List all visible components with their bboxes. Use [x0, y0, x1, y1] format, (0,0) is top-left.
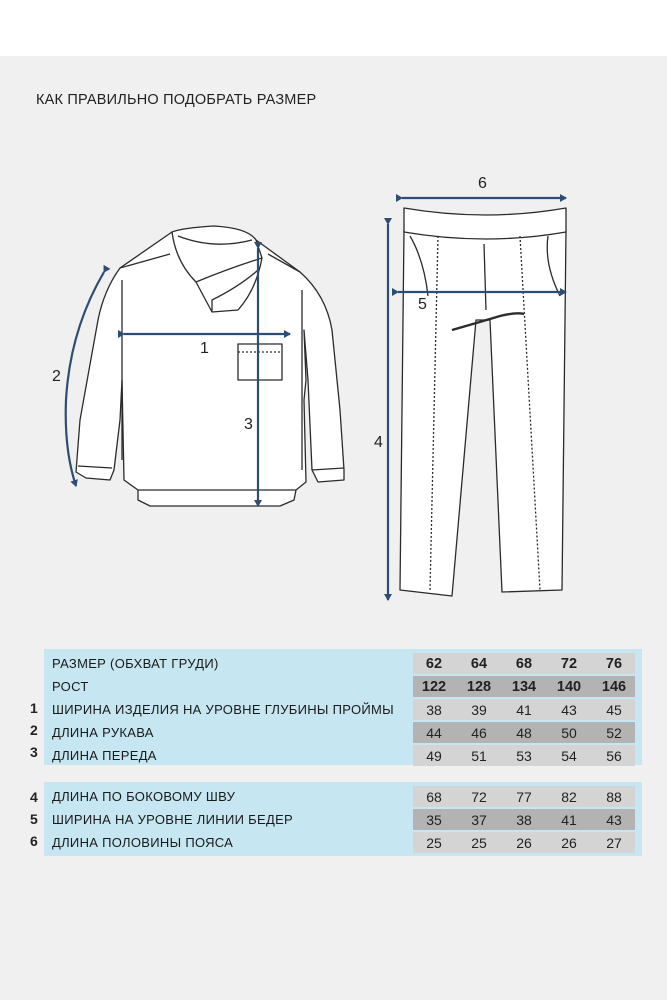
table-cell: 38 — [426, 702, 442, 718]
row-number: 4 — [30, 789, 38, 805]
table-cell: 50 — [561, 725, 577, 741]
row-values — [413, 676, 635, 697]
table-cell: 25 — [426, 835, 442, 851]
row-label: ДЛИНА РУКАВА — [52, 725, 154, 740]
table-row — [44, 676, 642, 697]
table-cell: 82 — [561, 789, 577, 805]
table-cell: 27 — [606, 835, 622, 851]
size-table-top — [44, 649, 642, 765]
table-cell: 128 — [466, 679, 492, 695]
row-number: 1 — [30, 700, 38, 716]
table-cell: 48 — [516, 725, 532, 741]
row-number: 3 — [30, 744, 38, 760]
table-cell: 45 — [606, 702, 622, 718]
table-cell: 88 — [606, 789, 622, 805]
measure-label-3: 3 — [244, 416, 253, 433]
measure-label-6: 6 — [478, 175, 487, 192]
table-cell: 38 — [516, 812, 532, 828]
table-cell: 35 — [426, 812, 442, 828]
table-row — [44, 786, 642, 807]
table-row — [44, 809, 642, 830]
row-values — [413, 699, 635, 720]
table-cell: 77 — [516, 789, 532, 805]
table-row — [44, 699, 642, 720]
table-cell: 72 — [560, 656, 578, 672]
row-number: 2 — [30, 722, 38, 738]
table-cell: 122 — [421, 679, 447, 695]
row-values — [413, 745, 635, 766]
page-title: КАК ПРАВИЛЬНО ПОДОБРАТЬ РАЗМЕР — [36, 92, 317, 108]
measure-label-5: 5 — [418, 296, 427, 313]
row-number: 6 — [30, 833, 38, 849]
table-cell: 72 — [471, 789, 487, 805]
table-cell: 49 — [426, 748, 442, 764]
row-values — [413, 786, 635, 807]
row-label: ШИРИНА НА УРОВНЕ ЛИНИИ БЕДЕР — [52, 812, 294, 827]
table-cell: 44 — [426, 725, 442, 741]
pants-drawing — [400, 208, 566, 596]
table-cell: 51 — [471, 748, 487, 764]
table-cell: 140 — [556, 679, 582, 695]
table-row — [44, 653, 642, 674]
table-cell: 62 — [425, 656, 443, 672]
table-row — [44, 745, 642, 766]
row-number: 5 — [30, 811, 38, 827]
table-cell: 26 — [516, 835, 532, 851]
table-cell: 26 — [561, 835, 577, 851]
row-label: РОСТ — [52, 679, 89, 694]
row-values — [413, 653, 635, 674]
table-cell: 43 — [606, 812, 622, 828]
table-cell: 43 — [561, 702, 577, 718]
table-cell: 134 — [511, 679, 537, 695]
row-label: ШИРИНА ИЗДЕЛИЯ НА УРОВНЕ ГЛУБИНЫ ПРОЙМЫ — [52, 702, 394, 717]
table-cell: 25 — [471, 835, 487, 851]
row-values — [413, 722, 635, 743]
row-values — [413, 832, 635, 853]
table-cell: 64 — [470, 656, 488, 672]
table-row — [44, 722, 642, 743]
table-cell: 52 — [606, 725, 622, 741]
measure-label-1: 1 — [200, 340, 209, 357]
table-cell: 37 — [471, 812, 487, 828]
table-cell: 68 — [515, 656, 533, 672]
table-cell: 46 — [471, 725, 487, 741]
table-cell: 39 — [471, 702, 487, 718]
row-label: ДЛИНА ПОЛОВИНЫ ПОЯСА — [52, 835, 234, 850]
table-cell: 56 — [606, 748, 622, 764]
table-cell: 54 — [561, 748, 577, 764]
row-label: РАЗМЕР (ОБХВАТ ГРУДИ) — [52, 656, 219, 671]
table-cell: 68 — [426, 789, 442, 805]
row-label: ДЛИНА ПО БОКОВОМУ ШВУ — [52, 789, 236, 804]
table-row — [44, 832, 642, 853]
row-values — [413, 809, 635, 830]
sweater-drawing — [76, 226, 344, 506]
measure-label-2: 2 — [52, 368, 61, 385]
table-cell: 76 — [605, 656, 623, 672]
table-cell: 41 — [561, 812, 577, 828]
table-cell: 146 — [601, 679, 627, 695]
size-table-bottom — [44, 782, 642, 856]
table-cell: 41 — [516, 702, 532, 718]
measure-label-4: 4 — [374, 434, 383, 451]
table-cell: 53 — [516, 748, 532, 764]
row-label: ДЛИНА ПЕРЕДА — [52, 748, 157, 763]
